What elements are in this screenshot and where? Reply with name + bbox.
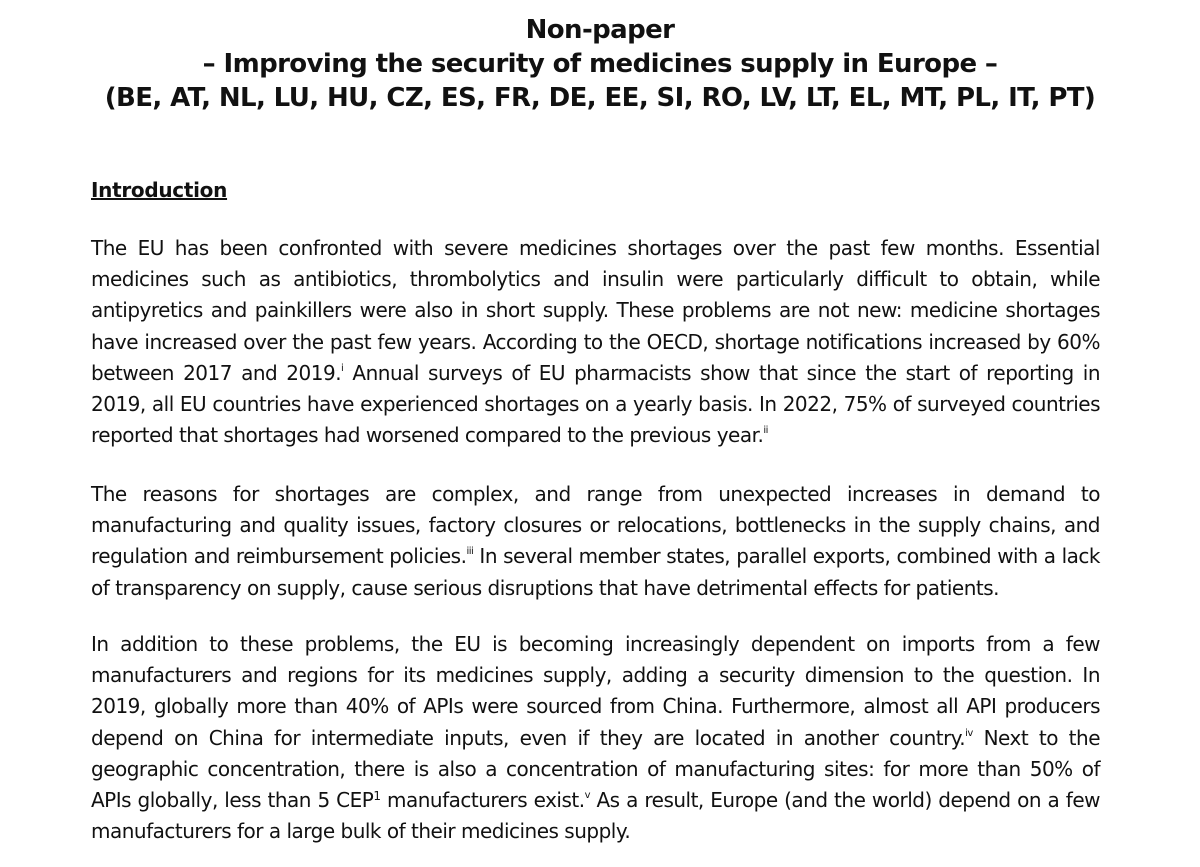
section-heading-introduction: Introduction [91, 178, 228, 202]
title-line-2: – Improving the security of medicines supply in Europe – [202, 49, 998, 79]
title-line-3: (BE, AT, NL, LU, HU, CZ, ES, FR, DE, EE, SI, RO, LV, LT, EL, MT, PL, IT, PT) [104, 83, 1096, 113]
endnote-ref-iv: iv [965, 727, 973, 739]
paragraph-3-text-2: Next to the geographic concentration, there is also a concentration of manufacturing sites: for more than 50% of APIs globally, less than 5 CEP [91, 725, 1100, 813]
paragraph-2-text-1: The reasons for shortages are complex, and range from unexpected increases in demand to manufacturing and quality issues, factory closures or relocations, bottlenecks in the supply chains, and regulation and reimbursement policies. [91, 482, 1100, 569]
paragraph-2 [91, 479, 1100, 604]
endnote-ref-v: v [584, 790, 590, 802]
paragraph-2-text-2: In several member states, parallel exports, combined with a lack of transparency on supply, cause serious disruptions that have detrimental effects for patients. [91, 544, 1100, 600]
endnote-ref-iii: iii [466, 546, 474, 558]
paragraph-1 [91, 233, 1100, 451]
footnote-ref-1: 1 [373, 789, 381, 804]
paragraph-3 [91, 629, 1100, 847]
paragraph-3-text-4: As a result, Europe (and the world) depend on a few manufacturers for a large bulk of their medicines supply. [91, 788, 1100, 844]
title-line-1: Non-paper [525, 15, 675, 45]
paragraph-3-text-1: In addition to these problems, the EU is becoming increasingly dependent on imports from a few manufacturers and regions for its medicines supply, adding a security dimension to the question. In 2019, globally more than 40% of APIs were sourced from China. Furthermore, almost all API producers depend on China for intermediate inputs, even if they are located in another country. [91, 632, 1100, 750]
paragraph-1-text-1: The EU has been confronted with severe medicines shortages over the past few months. Essential medicines such as antibiotics, thrombolytics and insulin were particularly difficult to obtain, while antipyretics and painkillers were also in short supply. These problems are not new: medicine shortages have increased over the past few years. According to the OECD, shortage notifications increased by 60% between 2017 and 2019. [91, 236, 1100, 385]
endnote-ref-i: i [341, 362, 344, 374]
document-title [0, 13, 1200, 115]
endnote-ref-ii: ii [763, 425, 768, 437]
paragraph-3-text-3: manufacturers exist. [380, 788, 585, 813]
paragraph-1-text-2: Annual surveys of EU pharmacists show that since the start of reporting in 2019, all EU countries have experienced shortages on a yearly basis. In 2022, 75% of surveyed countries reported that shortages had worsened compared to the previous year. [91, 360, 1100, 448]
